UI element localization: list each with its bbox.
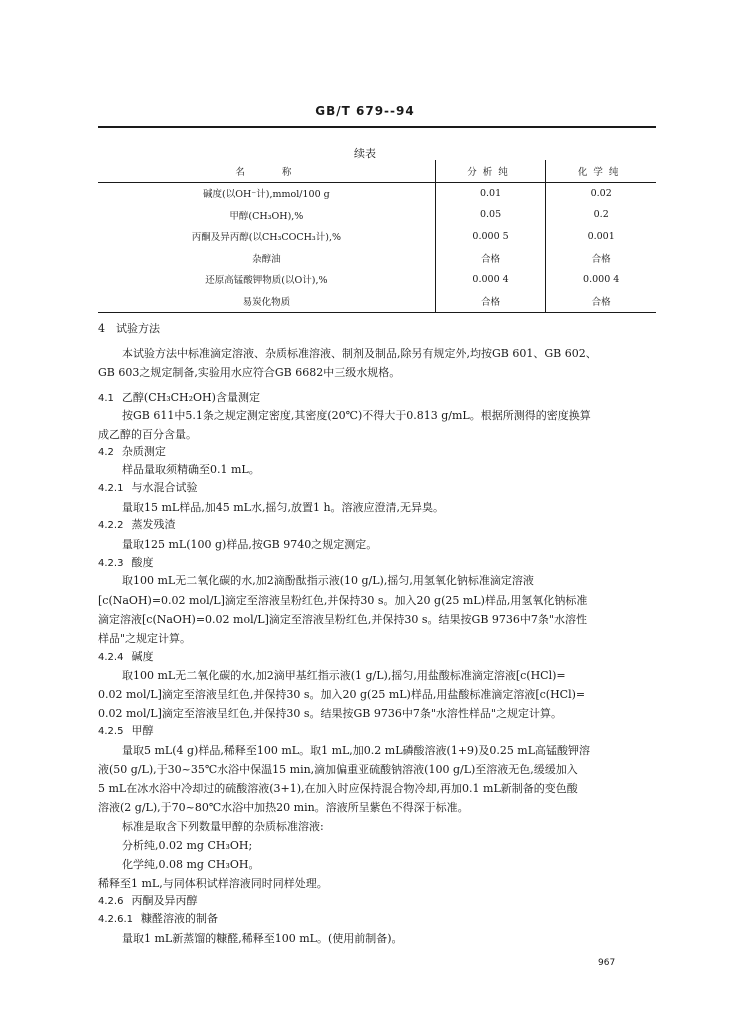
section-4-2-3-line-3: 滴定溶液[c(NaOH)=0.02 mol/L]滴定至溶液呈粉红色,并保持30 s。结果按GB 9736中7条"水溶性 xyxy=(98,613,587,626)
section-4-2-4-line-3: 0.02 mol/L]滴定至溶液呈红色,并保持30 s。结果按GB 9736中7条"水溶性样品"之规定计算。 xyxy=(98,707,562,720)
section-title: 酸度 xyxy=(131,556,154,569)
section-title: 与水混合试验 xyxy=(131,481,198,494)
section-number: 4.2.1 xyxy=(98,483,124,494)
row-name: 易炭化物质 xyxy=(98,290,435,312)
row-ar: 合格 xyxy=(435,247,546,269)
standard-header: GB/T 679--94 xyxy=(315,104,415,118)
section-4-2-5-heading xyxy=(98,722,153,740)
table-header-row xyxy=(98,160,656,182)
row-ar: 0.000 5 xyxy=(435,226,546,248)
row-name: 还原高锰酸钾物质(以O计),% xyxy=(98,269,435,291)
header-name: 名 称 xyxy=(98,160,435,182)
section-4-2-6-1-line-1: 量取1 mL新蒸馏的糠醛,稀释至100 mL。(使用前制备)。 xyxy=(122,932,403,945)
row-ar: 0.05 xyxy=(435,204,546,226)
section-4-2-5-line-6: 分析纯,0.02 mg CH₃OH; xyxy=(122,839,253,852)
row-ar: 0.000 4 xyxy=(435,269,546,291)
section-4-1-line-2: 成乙醇的百分含量。 xyxy=(98,428,197,441)
header-cp: 化学纯 xyxy=(546,160,656,182)
table-row xyxy=(98,269,656,291)
section-4-2-line-1: 样品量取须精确至0.1 mL。 xyxy=(122,463,260,476)
section-4-heading: 4 试验方法 xyxy=(98,322,160,335)
section-4-2-6-heading xyxy=(98,892,197,910)
section-4-line-2: GB 603之规定制备,实验用水应符合GB 6682中三级水规格。 xyxy=(98,366,401,379)
section-4-2-5-line-4: 溶液(2 g/L),于70~80℃水浴中加热20 min。溶液所呈紫色不得深于标准。 xyxy=(98,801,469,814)
row-ar: 0.01 xyxy=(435,182,546,204)
section-4-2-5-line-5: 标准是取含下列数量甲醇的杂质标准溶液: xyxy=(122,820,324,833)
table-row xyxy=(98,290,656,312)
row-cp: 0.001 xyxy=(587,230,615,242)
table-row xyxy=(98,226,656,248)
section-title: 杂质测定 xyxy=(121,445,166,458)
section-4-2-3-heading xyxy=(98,554,153,572)
table-caption: 续表 xyxy=(354,147,376,160)
section-number: 4.2.2 xyxy=(98,520,124,531)
section-title: 丙酮及异丙醇 xyxy=(131,894,198,907)
section-number: 4.2.5 xyxy=(98,726,124,737)
section-4-2-4-heading xyxy=(98,648,153,666)
row-name: 丙酮及异丙醇(以CH₃COCH₃计),% xyxy=(98,226,435,248)
header-rule xyxy=(98,126,656,128)
row-name: 甲醇(CH₃OH),% xyxy=(98,204,435,226)
section-number: 4.2.3 xyxy=(98,558,124,569)
section-4-2-5-line-1: 量取5 mL(4 g)样品,稀释至100 mL。取1 mL,加0.2 mL磷酸溶液(1+9)及0.25 mL高锰酸钾溶 xyxy=(122,744,591,757)
section-number: 4.2.6 xyxy=(98,896,124,907)
section-4-2-heading xyxy=(98,443,166,461)
page-number: 967 xyxy=(598,958,616,968)
section-4-2-1-line-1: 量取15 mL样品,加45 mL水,摇匀,放置1 h。溶液应澄清,无异臭。 xyxy=(122,501,445,514)
row-cp: 合格 xyxy=(546,290,656,312)
section-4-2-4-line-2: 0.02 mol/L]滴定至溶液呈红色,并保持30 s。加入20 g(25 mL)样品,用盐酸标准滴定溶液[c(HCl)= xyxy=(98,688,586,701)
section-title: 碱度 xyxy=(131,650,154,663)
section-4-line-1: 本试验方法中标准滴定溶液、杂质标准溶液、制剂及制品,除另有规定外,均按GB 601、GB 602、 xyxy=(122,347,597,360)
section-4-2-3-line-2: [c(NaOH)=0.02 mol/L]滴定至溶液呈粉红色,并保持30 s。加入20 g(25 mL)样品,用氢氧化钠标准 xyxy=(98,594,588,607)
row-name: 杂醇油 xyxy=(98,247,435,269)
section-4-2-5-line-7: 化学纯,0.08 mg CH₃OH。 xyxy=(122,858,260,871)
section-4-2-5-line-8: 稀释至1 mL,与同体积试样溶液同时同样处理。 xyxy=(98,877,328,890)
section-title: 糠醛溶液的制备 xyxy=(141,912,218,925)
section-number: 4.2.4 xyxy=(98,652,124,663)
section-4-2-4-line-1: 取100 mL无二氧化碳的水,加2滴甲基红指示液(1 g/L),摇匀,用盐酸标准滴定溶液[c(HCl)= xyxy=(122,669,566,682)
table-row xyxy=(98,247,656,269)
section-title: 甲醇 xyxy=(131,724,154,737)
row-name: 碱度(以OH⁻计),mmol/100 g xyxy=(98,182,435,204)
section-title: 乙醇(CH₃CH₂OH)含量测定 xyxy=(121,391,260,404)
section-4-2-1-heading xyxy=(98,479,197,497)
row-cp: 合格 xyxy=(591,253,611,265)
section-4-2-6-1-heading xyxy=(98,910,218,928)
spec-table xyxy=(98,160,656,313)
section-title: 蒸发残渣 xyxy=(131,518,176,531)
section-4-2-3-line-1: 取100 mL无二氧化碳的水,加2滴酚酞指示液(10 g/L),摇匀,用氢氧化钠标准滴定溶液 xyxy=(122,574,534,587)
section-4-2-5-line-2: 液(50 g/L),于30~35℃水浴中保温15 min,滴加偏重亚硫酸钠溶液(100 g/L)至溶液无色,缓缓加入 xyxy=(98,763,578,776)
header-ar: 分析纯 xyxy=(435,160,546,182)
section-4-2-5-line-3: 5 mL在冰水浴中冷却过的硫酸溶液(3+1),在加入时应保持混合物冷却,再加0.1 mL新制备的变色酸 xyxy=(98,782,578,795)
section-4-1-heading xyxy=(98,389,260,407)
section-4-1-line-1: 按GB 611中5.1条之规定测定密度,其密度(20℃)不得大于0.813 g/mL。根据所测得的密度换算 xyxy=(122,409,591,422)
table-row xyxy=(98,204,656,226)
row-cp: 0.2 xyxy=(593,209,609,221)
section-number: 4.2 xyxy=(98,447,114,458)
section-4-2-2-line-1: 量取125 mL(100 g)样品,按GB 9740之规定测定。 xyxy=(122,538,378,551)
section-4-2-3-line-4: 样品"之规定计算。 xyxy=(98,632,192,645)
section-number: 4.2.6.1 xyxy=(98,914,133,925)
section-4-2-2-heading xyxy=(98,516,175,534)
section-number: 4.1 xyxy=(98,393,114,404)
row-cp: 0.02 xyxy=(590,187,612,199)
row-cp: 0.000 4 xyxy=(583,273,620,285)
table-row xyxy=(98,182,656,204)
row-ar: 合格 xyxy=(435,290,546,312)
